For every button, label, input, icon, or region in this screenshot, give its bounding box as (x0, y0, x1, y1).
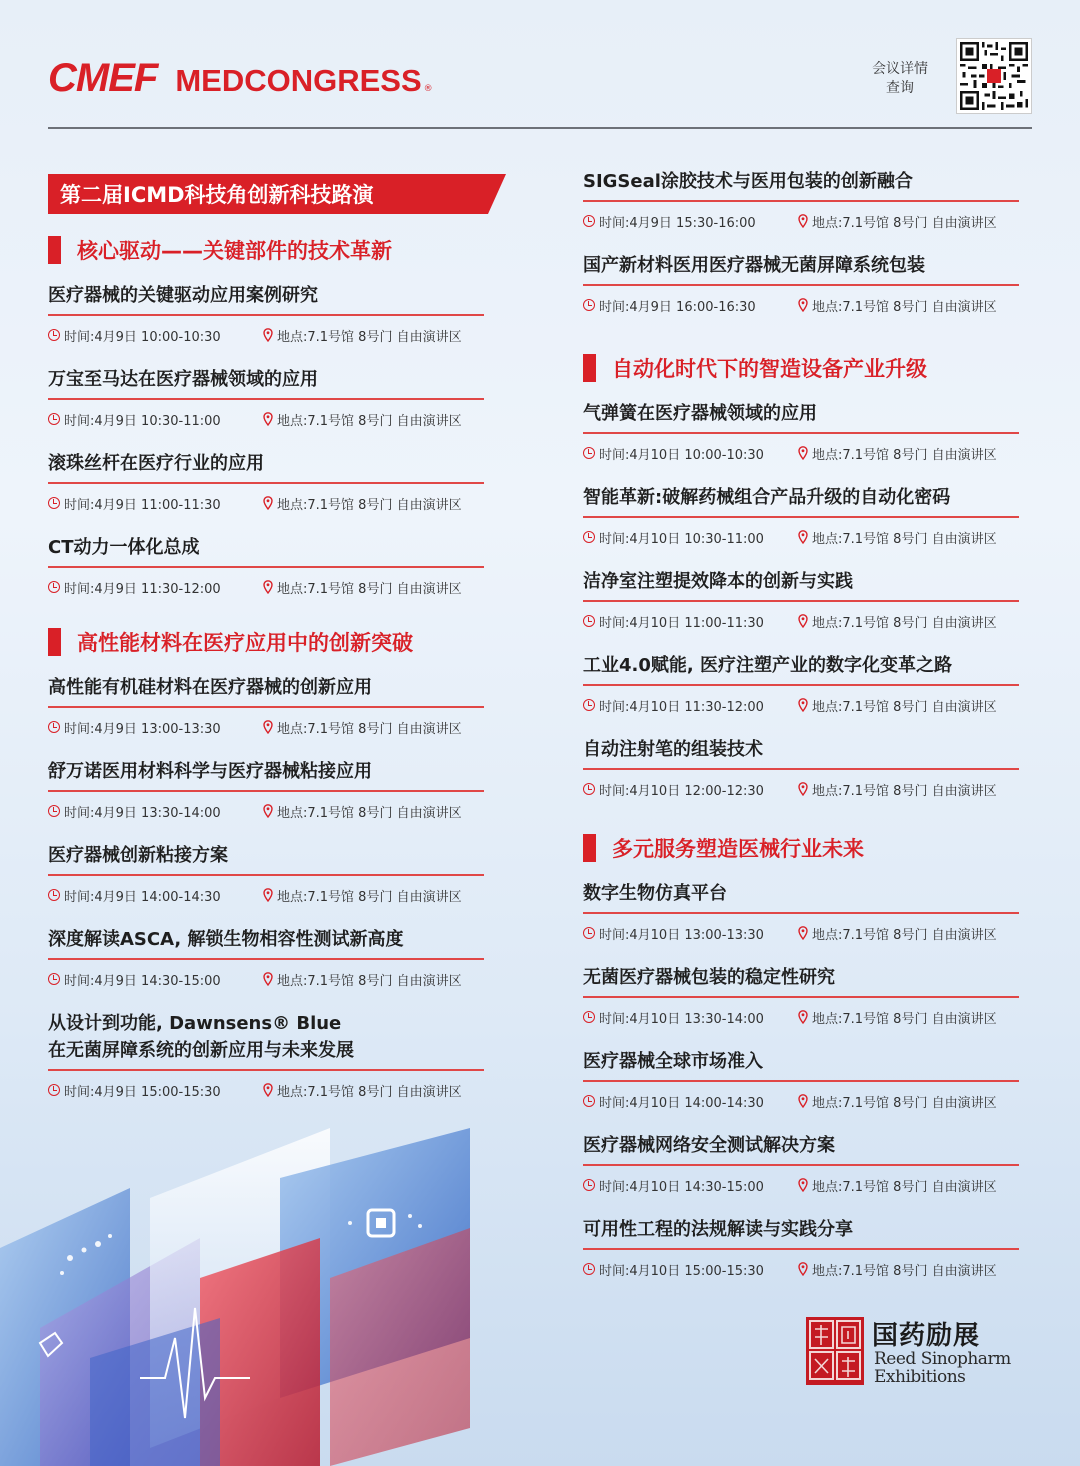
session-time: 时间:4月9日 13:30-14:00 (64, 806, 221, 821)
session-meta (583, 528, 1019, 548)
session-title: 自动注射笔的组装技术 (583, 734, 1019, 770)
session-time: 时间:4月9日 14:00-14:30 (64, 890, 221, 905)
section-marker (48, 628, 61, 656)
session-meta (583, 444, 1019, 464)
session-item (583, 878, 1019, 962)
session-time: 时间:4月9日 15:00-15:30 (64, 1085, 221, 1100)
section-marker (583, 834, 596, 862)
session-title: 数字生物仿真平台 (583, 878, 1019, 914)
qr-label-line1: 会议详情 (872, 61, 928, 77)
session-item (583, 650, 1019, 734)
location-pin-icon (798, 1262, 808, 1276)
header-divider (48, 127, 1032, 129)
session-time: 时间:4月9日 11:00-11:30 (64, 498, 221, 513)
right-column (583, 166, 1019, 1298)
session-title: 医疗器械网络安全测试解决方案 (583, 1130, 1019, 1166)
location-pin-icon (798, 530, 808, 544)
session-item (583, 482, 1019, 566)
clock-icon (583, 531, 595, 543)
session-time: 时间:4月10日 11:00-11:30 (599, 616, 764, 631)
session-title: 医疗器械全球市场准入 (583, 1046, 1019, 1082)
session-meta (48, 1081, 484, 1101)
session-time: 时间:4月9日 14:30-15:00 (64, 974, 221, 989)
session-location: 地点:7.1号馆 8号门 自由演讲区 (812, 700, 997, 715)
session-time: 时间:4月9日 16:00-16:30 (599, 300, 756, 315)
location-pin-icon (798, 698, 808, 712)
session-time: 时间:4月10日 11:30-12:00 (599, 700, 764, 715)
clock-icon (583, 783, 595, 795)
session-title: 气弹簧在医疗器械领域的应用 (583, 398, 1019, 434)
session-location: 地点:7.1号馆 8号门 自由演讲区 (277, 806, 462, 821)
session-title-line1: 从设计到功能, Dawnsens® Blue (48, 1013, 342, 1034)
session-location: 地点:7.1号馆 8号门 自由演讲区 (812, 1264, 997, 1279)
location-pin-icon (798, 446, 808, 460)
session-time: 时间:4月10日 13:00-13:30 (599, 928, 764, 943)
section-heading (48, 224, 484, 280)
location-pin-icon (798, 1010, 808, 1024)
section-title: 核心驱动——关键部件的技术革新 (77, 239, 392, 263)
seal-icon (806, 1317, 864, 1385)
session-time: 时间:4月10日 10:30-11:00 (599, 532, 764, 547)
session-title: 医疗器械创新粘接方案 (48, 840, 484, 876)
session-title: CT动力一体化总成 (48, 532, 484, 568)
session-time: 时间:4月10日 12:00-12:30 (599, 784, 764, 799)
session-item (583, 566, 1019, 650)
session-meta (583, 1260, 1019, 1280)
session-meta (48, 886, 484, 906)
session-item (48, 364, 484, 448)
session-meta (583, 1008, 1019, 1028)
session-location: 地点:7.1号馆 8号门 自由演讲区 (277, 1085, 462, 1100)
session-location: 地点:7.1号馆 8号门 自由演讲区 (812, 784, 997, 799)
logo-cmef-text: CMEF (48, 56, 158, 100)
session-location: 地点:7.1号馆 8号门 自由演讲区 (812, 1012, 997, 1027)
session-title: 高性能有机硅材料在医疗器械的创新应用 (48, 672, 484, 708)
session-time: 时间:4月10日 10:00-10:30 (599, 448, 764, 463)
clock-icon (583, 1263, 595, 1275)
session-location: 地点:7.1号馆 8号门 自由演讲区 (812, 300, 997, 315)
location-pin-icon (263, 496, 273, 510)
clock-icon (48, 1084, 60, 1096)
clock-icon (583, 927, 595, 939)
session-location: 地点:7.1号馆 8号门 自由演讲区 (812, 928, 997, 943)
clock-icon (48, 497, 60, 509)
session-meta (583, 696, 1019, 716)
session-title: 国产新材料医用医疗器械无菌屏障系统包装 (583, 250, 1019, 286)
session-title: 无菌医疗器械包装的稳定性研究 (583, 962, 1019, 998)
location-pin-icon (263, 804, 273, 818)
section-title: 多元服务塑造医械行业未来 (612, 837, 864, 861)
session-item (583, 734, 1019, 818)
session-title: 可用性工程的法规解读与实践分享 (583, 1214, 1019, 1250)
cmef-medcongress-logo (48, 56, 433, 100)
clock-icon (583, 1095, 595, 1107)
session-item (583, 962, 1019, 1046)
session-meta (583, 296, 1019, 316)
session-item (48, 924, 484, 1008)
reed-sinopharm-logo (806, 1315, 1032, 1387)
session-location: 地点:7.1号馆 8号门 自由演讲区 (277, 722, 462, 737)
session-item (583, 166, 1019, 250)
clock-icon (48, 413, 60, 425)
session-location: 地点:7.1号馆 8号门 自由演讲区 (277, 330, 462, 345)
session-title: SIGSeal涂胶技术与医用包装的创新融合 (583, 166, 1019, 202)
clock-icon (48, 973, 60, 985)
location-pin-icon (263, 1083, 273, 1097)
session-item (583, 1130, 1019, 1214)
session-time: 时间:4月9日 11:30-12:00 (64, 582, 221, 597)
session-location: 地点:7.1号馆 8号门 自由演讲区 (812, 1180, 997, 1195)
location-pin-icon (798, 1094, 808, 1108)
session-item (48, 840, 484, 924)
clock-icon (48, 889, 60, 901)
session-time: 时间:4月10日 15:00-15:30 (599, 1264, 764, 1279)
logo-registered-mark: ® (423, 84, 433, 94)
session-meta (48, 802, 484, 822)
session-title: 智能革新:破解药械组合产品升级的自动化密码 (583, 482, 1019, 518)
tech-illustration (0, 1128, 480, 1466)
clock-icon (583, 299, 595, 311)
location-pin-icon (798, 926, 808, 940)
session-item (583, 1046, 1019, 1130)
session-time: 时间:4月9日 15:30-16:00 (599, 216, 756, 231)
clock-icon (583, 215, 595, 227)
section-heading (583, 334, 1019, 398)
clock-icon (48, 581, 60, 593)
session-location: 地点:7.1号馆 8号门 自由演讲区 (277, 890, 462, 905)
session-item (583, 1214, 1019, 1298)
session-meta (583, 612, 1019, 632)
clock-icon (583, 1011, 595, 1023)
session-location: 地点:7.1号馆 8号门 自由演讲区 (277, 498, 462, 513)
session-title-line2: 在无菌屏障系统的创新应用与未来发展 (48, 1040, 354, 1061)
banner-title: 第二届ICMD科技角创新科技路演 (60, 183, 374, 207)
session-title (48, 1008, 484, 1071)
session-meta (48, 578, 484, 598)
session-location: 地点:7.1号馆 8号门 自由演讲区 (812, 448, 997, 463)
session-time: 时间:4月9日 13:00-13:30 (64, 722, 221, 737)
clock-icon (48, 805, 60, 817)
section-title: 自动化时代下的智造设备产业升级 (612, 357, 927, 381)
event-banner (48, 174, 506, 214)
qr-label-line2: 查询 (886, 80, 914, 96)
session-location: 地点:7.1号馆 8号门 自由演讲区 (277, 582, 462, 597)
session-title: 滚珠丝杆在医疗行业的应用 (48, 448, 484, 484)
session-title: 万宝至马达在医疗器械领域的应用 (48, 364, 484, 400)
session-title: 医疗器械的关键驱动应用案例研究 (48, 280, 484, 316)
session-location: 地点:7.1号馆 8号门 自由演讲区 (812, 1096, 997, 1111)
session-item (583, 398, 1019, 482)
organizer-name-en-line2: Exhibitions (874, 1367, 966, 1387)
section-title: 高性能材料在医疗应用中的创新突破 (77, 631, 413, 655)
session-meta (583, 1176, 1019, 1196)
session-meta (48, 494, 484, 514)
session-item (48, 672, 484, 756)
session-title: 深度解读ASCA, 解锁生物相容性测试新高度 (48, 924, 484, 960)
qr-label (860, 60, 940, 98)
section-heading (48, 616, 484, 672)
session-time: 时间:4月10日 14:30-15:00 (599, 1180, 764, 1195)
session-meta (48, 326, 484, 346)
location-pin-icon (798, 298, 808, 312)
session-location: 地点:7.1号馆 8号门 自由演讲区 (277, 414, 462, 429)
location-pin-icon (263, 972, 273, 986)
session-meta (48, 718, 484, 738)
clock-icon (48, 329, 60, 341)
location-pin-icon (798, 214, 808, 228)
session-title: 舒万诺医用材料科学与医疗器械粘接应用 (48, 756, 484, 792)
session-item (48, 280, 484, 364)
session-location: 地点:7.1号馆 8号门 自由演讲区 (812, 532, 997, 547)
session-time: 时间:4月10日 14:00-14:30 (599, 1096, 764, 1111)
session-time: 时间:4月9日 10:00-10:30 (64, 330, 221, 345)
session-item (48, 448, 484, 532)
session-meta (583, 1092, 1019, 1112)
location-pin-icon (263, 888, 273, 902)
session-item (48, 1008, 484, 1121)
clock-icon (583, 447, 595, 459)
organizer-name-en-line1: Reed Sinopharm (874, 1349, 1011, 1369)
session-item (48, 532, 484, 616)
session-title: 工业4.0赋能, 医疗注塑产业的数字化变革之路 (583, 650, 1019, 686)
session-meta (583, 924, 1019, 944)
session-title: 洁净室注塑提效降本的创新与实践 (583, 566, 1019, 602)
clock-icon (583, 699, 595, 711)
session-time: 时间:4月9日 10:30-11:00 (64, 414, 221, 429)
qr-code-icon[interactable] (956, 38, 1032, 114)
location-pin-icon (263, 580, 273, 594)
clock-icon (583, 615, 595, 627)
session-meta (583, 212, 1019, 232)
session-location: 地点:7.1号馆 8号门 自由演讲区 (812, 216, 997, 231)
organizer-name-cn: 国药励展 (872, 1321, 981, 1351)
section-heading (583, 818, 1019, 878)
session-item (583, 250, 1019, 334)
session-time: 时间:4月10日 13:30-14:00 (599, 1012, 764, 1027)
clock-icon (583, 1179, 595, 1191)
page-header (48, 34, 1032, 129)
session-location: 地点:7.1号馆 8号门 自由演讲区 (812, 616, 997, 631)
session-meta (48, 970, 484, 990)
location-pin-icon (263, 328, 273, 342)
location-pin-icon (798, 782, 808, 796)
location-pin-icon (798, 614, 808, 628)
location-pin-icon (263, 412, 273, 426)
session-meta (583, 780, 1019, 800)
clock-icon (48, 721, 60, 733)
section-marker (48, 236, 61, 264)
location-pin-icon (263, 720, 273, 734)
logo-medcongress-text: MEDCONGRESS (175, 63, 422, 98)
location-pin-icon (798, 1178, 808, 1192)
session-location: 地点:7.1号馆 8号门 自由演讲区 (277, 974, 462, 989)
session-item (48, 756, 484, 840)
session-meta (48, 410, 484, 430)
section-marker (583, 354, 596, 382)
left-column (48, 224, 484, 1121)
